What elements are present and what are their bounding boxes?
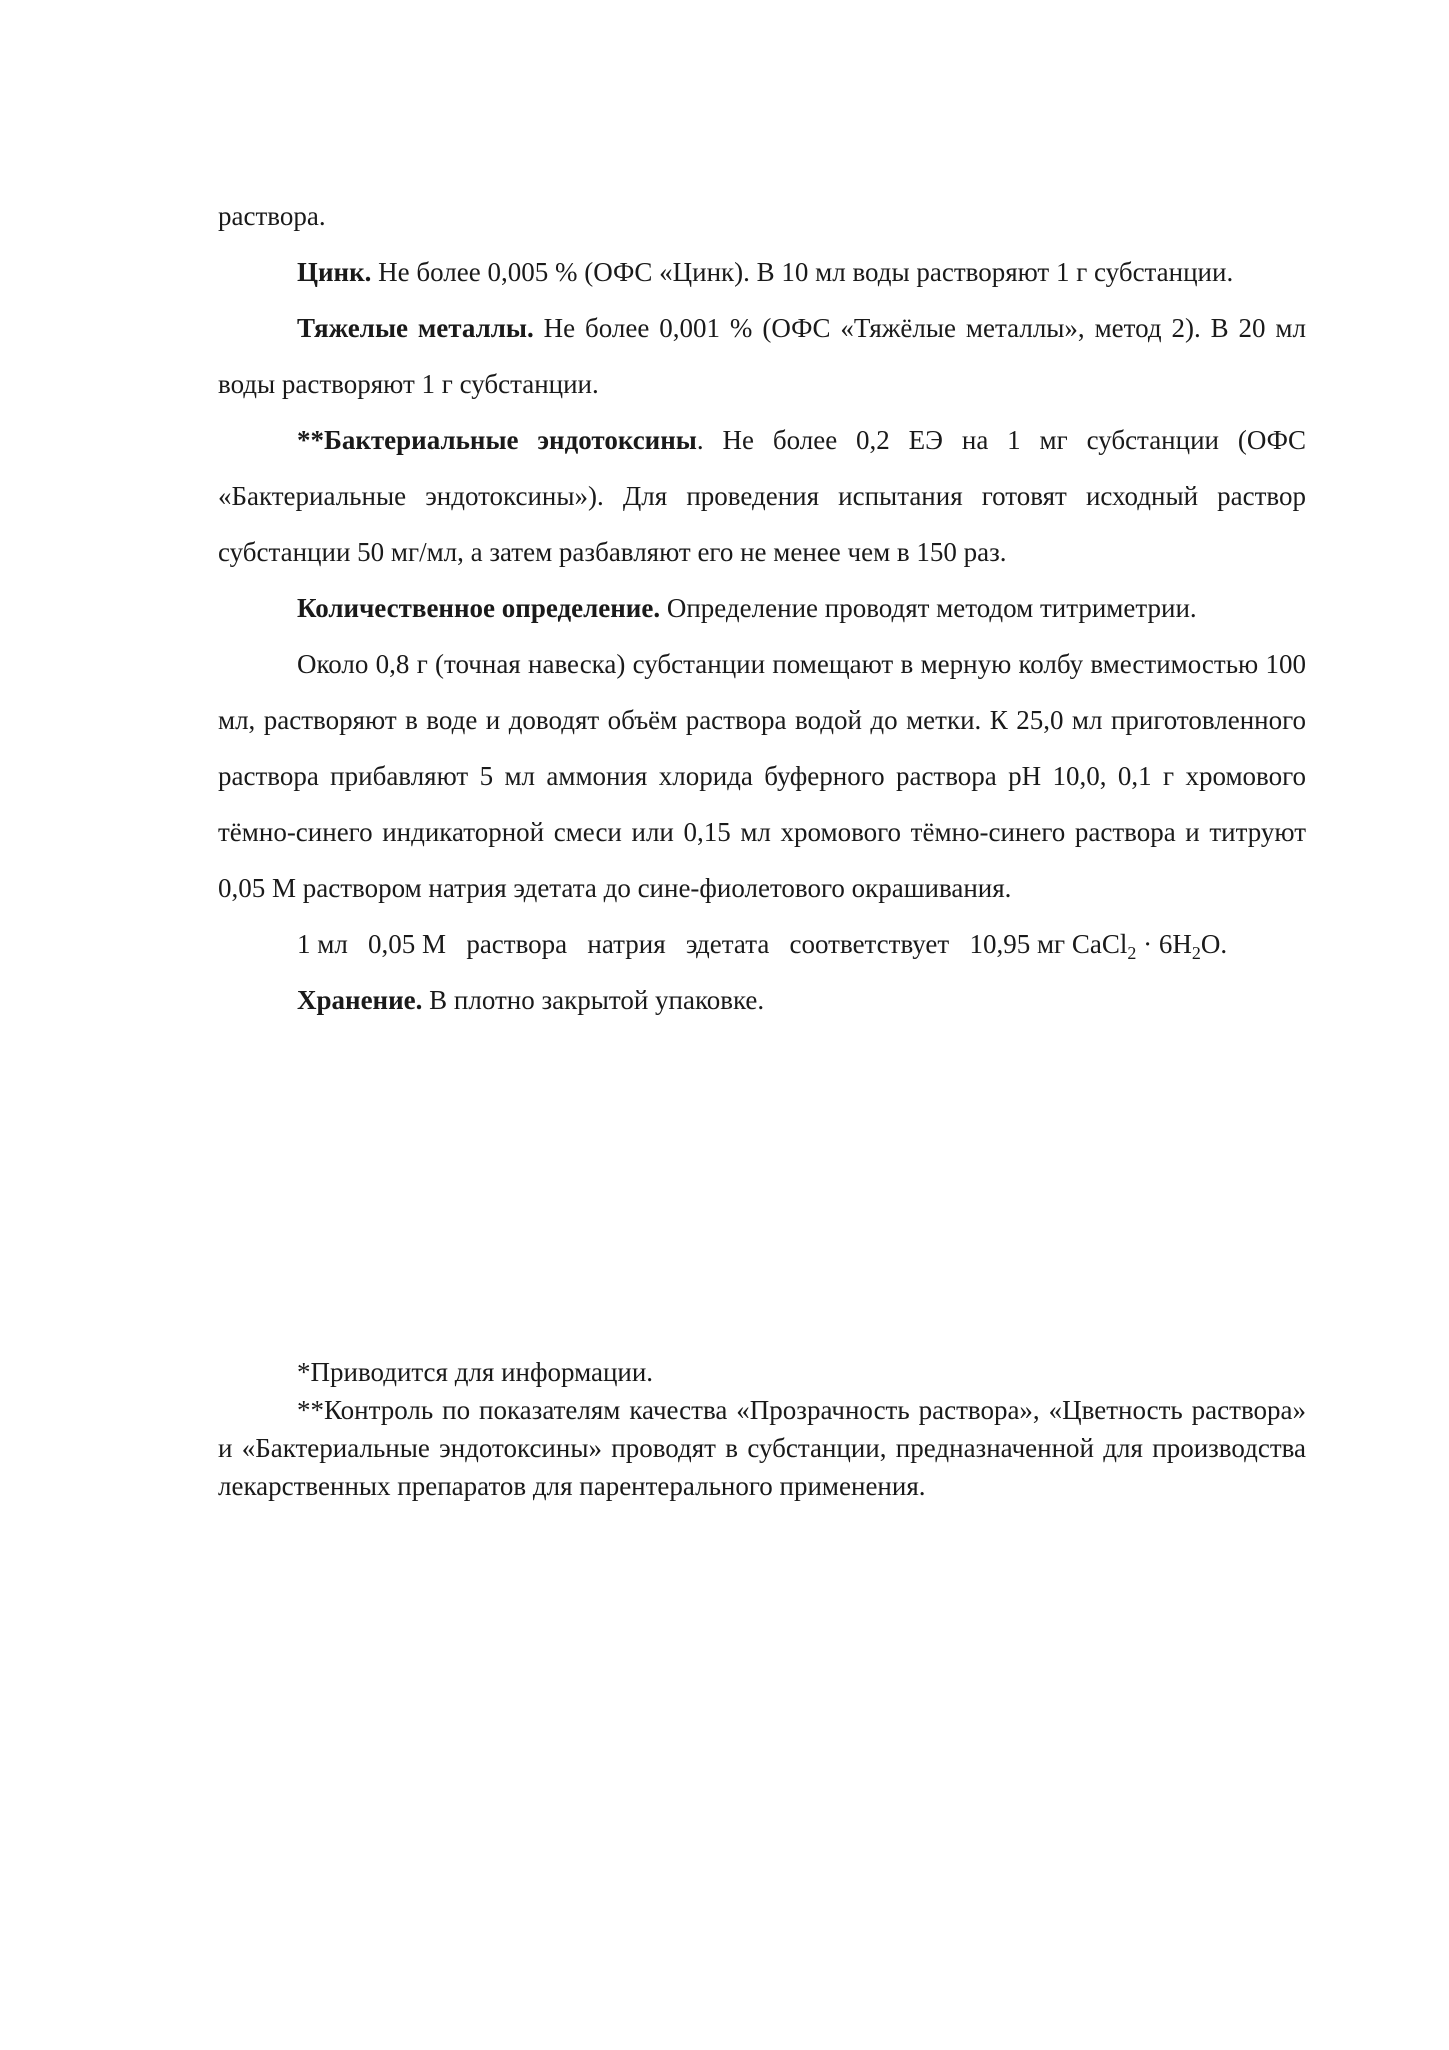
endotoxins-paragraph xyxy=(218,412,1306,580)
equivalence-paragraph xyxy=(218,916,1306,972)
formula-subscript-cl: 2 xyxy=(1127,943,1137,963)
storage-body: В плотно закрытой упаковке. xyxy=(422,985,765,1015)
assay-procedure-text: Около 0,8 г (точная навеска) субстанции помещают в мерную колбу вместимостью 100 мл, растворяют в воде и доводят объём раствора водой до метки. К 25,0 мл приготовленного раствора прибавляют 5 мл аммония хлорида буферного раствора pH 10,0, 0,1 г хромового тёмно-синего индикаторной смеси или 0,15 мл хромового тёмно-синего раствора и титруют 0,05 М раствором натрия эдетата до сине-фиолетового окрашивания. xyxy=(218,649,1306,903)
footnotes xyxy=(218,1353,1306,1505)
formula-o: O. xyxy=(1200,929,1228,959)
formula-subscript-h: 2 xyxy=(1191,943,1201,963)
continuation-paragraph xyxy=(218,188,1306,244)
heavy-metals-body: Не более 0,001 % (ОФС «Тяжёлые металлы», метод 2). В 20 мл воды растворяют 1 г субстанции. xyxy=(218,313,1306,399)
document-body xyxy=(218,188,1306,1028)
formula-dot: · 6H xyxy=(1136,929,1192,959)
storage-heading: Хранение. xyxy=(297,985,423,1015)
equivalence-text: 1 мл 0,05 М раствора натрия эдетата соответствует 10,95 мг xyxy=(297,929,1072,959)
assay-body: Определение проводят методом титриметрии. xyxy=(660,593,1197,623)
assay-procedure-paragraph xyxy=(218,636,1306,916)
heavy-metals-heading: Тяжелые металлы. xyxy=(297,313,534,343)
endotoxins-heading: **Бактериальные эндотоксины xyxy=(297,425,697,455)
assay-heading: Количественное определение. xyxy=(297,593,661,623)
endotoxins-body: . Не более 0,2 ЕЭ на 1 мг субстанции (ОФС «Бактериальные эндотоксины»). Для проведения испытания готовят исходный раствор субстанции 50 мг/мл, а затем разбавляют его не менее чем в 150 раз. xyxy=(218,425,1307,567)
formula-ca: CaCl xyxy=(1071,929,1128,959)
storage-paragraph xyxy=(218,972,1306,1028)
zinc-paragraph xyxy=(218,244,1306,300)
heavy-metals-paragraph xyxy=(218,300,1306,412)
zinc-body: Не более 0,005 % (ОФС «Цинк). В 10 мл воды растворяют 1 г субстанции. xyxy=(371,257,1234,287)
assay-paragraph xyxy=(218,580,1306,636)
zinc-heading: Цинк. xyxy=(297,257,372,287)
continuation-text: раствора. xyxy=(218,201,326,231)
footnote-2: **Контроль по показателям качества «Прозрачность раствора», «Цветность раствора» и «Бактериальные эндотоксины» проводят в субстанции, предназначенной для производства лекарственных препаратов для парентерального применения. xyxy=(218,1395,1306,1501)
footnote-1: *Приводится для информации. xyxy=(297,1357,654,1387)
